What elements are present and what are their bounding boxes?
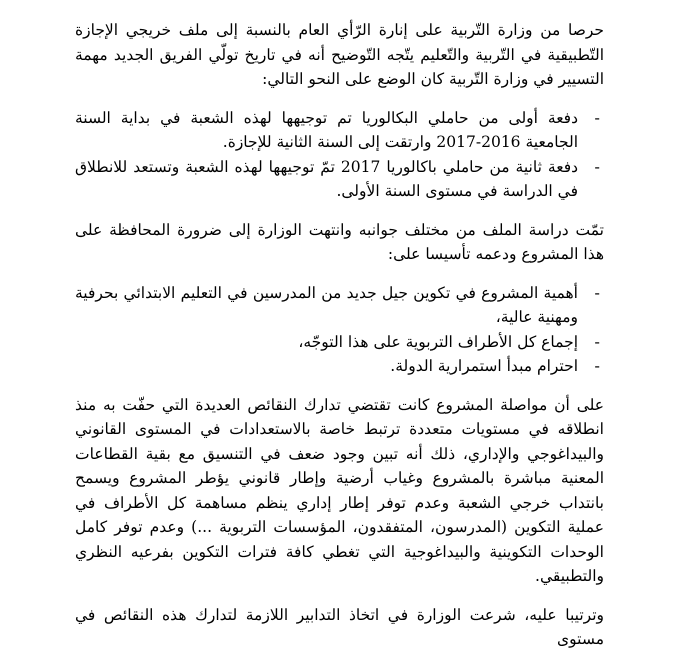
bullet-dash-icon: - <box>594 357 600 375</box>
study-paragraph: تمّت دراسة الملف من مختلف جوانبه وانتهت الوزارة إلى ضرورة المحافظة على هذا المشروع ودعمه تأسيسا على: <box>75 220 604 263</box>
list-item: - دفعة أولى من حاملي البكالوريا تم توجيهها لهذه الشعبة في بداية السنة الجامعية 2016-2017 وارتقت إلى السنة الثانية للإجازة. <box>75 106 604 155</box>
bullet-dash-icon: - <box>594 332 600 351</box>
truncated-paragraph: وترتيبا عليه، شرعت الوزارة في اتخاذ التدابير اللازمة لتدارك هذه النقائص في مستوى <box>75 605 604 648</box>
continuation-paragraph: على أن مواصلة المشروع كانت تقتضي تدارك النقائص العديدة التي حفّت به منذ انطلاقه في مستويات متعددة ترتبط خاصة بالاستعدادات في المستوى القانوني والبيداغوجي والإداري، ذلك أنه تبين وجود ضعف في التنسيق مع بقية القطاعات المعنية مباشرة بالمشروع وغياب أرضية وإطار قانوني يؤطر المشروع ويسمح بانتداب خرجي الشعبة وعدم توفر إطار إداري ينظم مساهمة كل الأطراف في عملية التكوين (المدرسون، المتفقدون، المؤسسات التربوية ...) وعدم توفر كامل الوحدات التكوينية والبيداغوجية التي تغطي كافة فترات التكوين بفرعيه النظري والتطبيقي. <box>75 395 604 585</box>
list-item: - احترام مبدأ استمرارية الدولة. <box>75 354 604 379</box>
status-bullet-list <box>75 106 604 204</box>
bullet-dash-icon: - <box>594 157 600 176</box>
list-item: - إجماع كل الأطراف التربوية على هذا التوجّه، <box>75 330 604 355</box>
intro-paragraph: حرصا من وزارة التّربية على إنارة الرّأي العام بالنسبة إلى ملف خريجي الإجازة التّطبيقية في التّربية والتّعليم يتّجه التّوضيح أنه في تاريخ تولّي الفريق الجديد مهمة التسيير في وزارة التّربية كان الوضع على النحو التالي: <box>75 21 604 88</box>
bullet-dash-icon: - <box>594 108 600 127</box>
list-item: - أهمية المشروع في تكوين جيل جديد من المدرسين في التعليم الابتدائي بحرفية ومهنية عالية، <box>75 281 604 330</box>
basis-bullet-list <box>75 281 604 379</box>
bullet-dash-icon: - <box>594 283 600 302</box>
list-item: - دفعة ثانية من حاملي باكالوريا 2017 تمّ توجيهها لهذه الشعبة وتستعد للانطلاق في الدراسة في مستوى السنة الأولى. <box>75 155 604 204</box>
